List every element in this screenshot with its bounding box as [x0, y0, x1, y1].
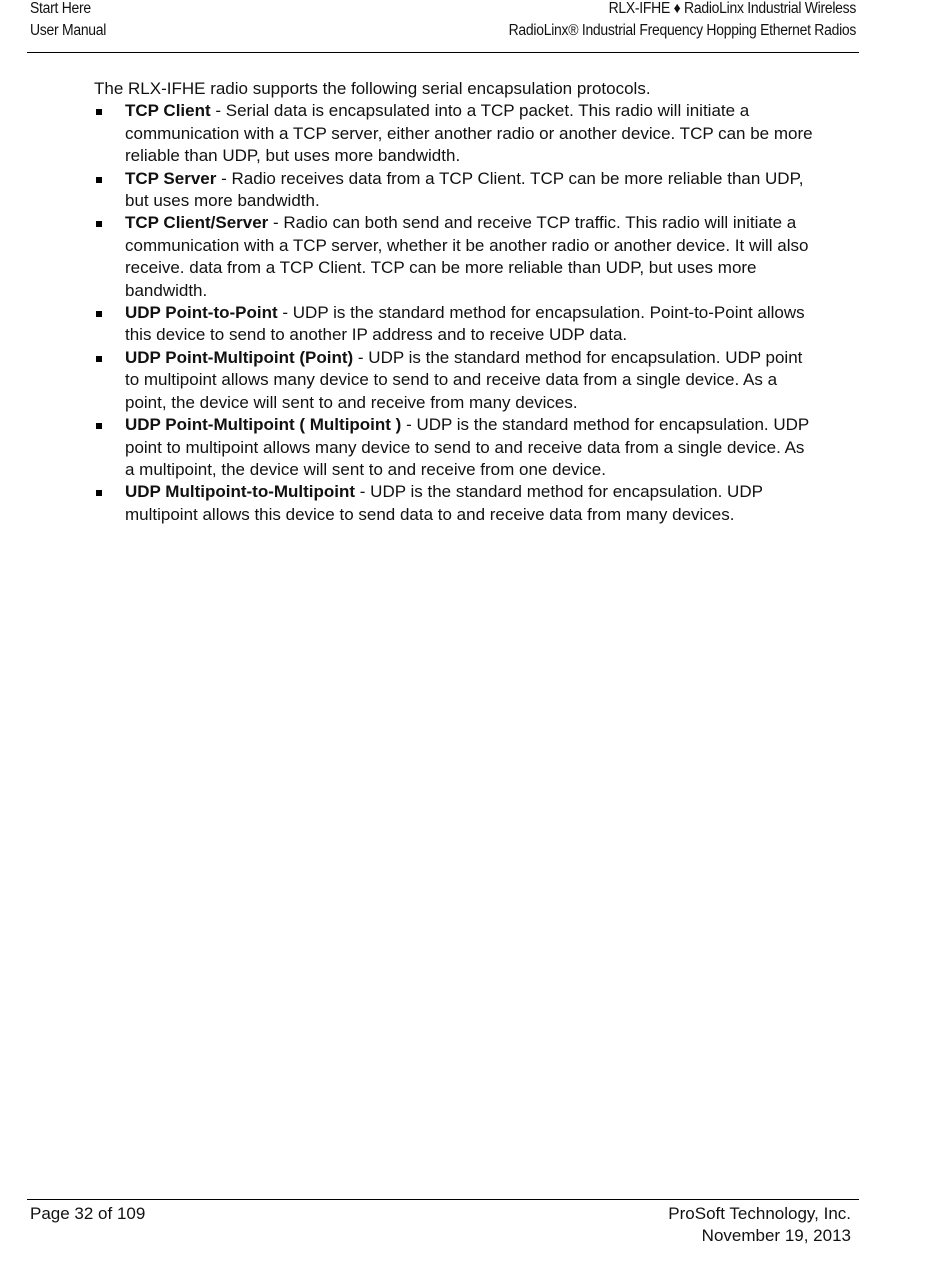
- header-right: [509, 0, 856, 42]
- square-bullet-icon: [96, 490, 102, 496]
- protocol-list: [94, 100, 814, 526]
- list-item: [94, 347, 814, 414]
- header-section-title: Start Here: [30, 0, 91, 17]
- protocol-term: TCP Client: [125, 101, 211, 121]
- header-divider: [27, 52, 859, 53]
- protocol-description: - UDP is the standard method for encapsulation. Point-to-Point allows this device to send to another IP address and to receive UDP data.: [125, 303, 805, 345]
- intro-paragraph: The RLX-IFHE radio supports the following serial encapsulation protocols.: [94, 79, 651, 98]
- protocol-description: - Radio receives data from a TCP Client. TCP can be more reliable than UDP, but uses more bandwidth.: [125, 168, 804, 211]
- square-bullet-icon: [96, 311, 102, 317]
- list-item: [94, 100, 814, 167]
- protocol-description: - UDP is the standard method for encapsulation. UDP point to multipoint allows many device to send to and receive data from a single device. As a multipoint, the device will sent to and receive from one device.: [125, 415, 809, 479]
- page-body: [94, 78, 814, 526]
- company-name: ProSoft Technology, Inc.: [668, 1204, 851, 1223]
- footer-divider: [27, 1199, 859, 1200]
- square-bullet-icon: [96, 109, 102, 115]
- list-item: [94, 212, 814, 302]
- publication-date: November 19, 2013: [701, 1226, 851, 1246]
- list-item: [94, 481, 814, 526]
- square-bullet-icon: [96, 423, 102, 429]
- protocol-description: - Serial data is encapsulated into a TCP packet. This radio will initiate a communication with a TCP server, either another radio or another device. TCP can be more reliable than UDP, but uses more bandwidth.: [125, 101, 813, 166]
- protocol-term: UDP Multipoint-to-Multipoint: [125, 482, 356, 502]
- header-manual-title: User Manual: [30, 22, 107, 39]
- list-item: [94, 302, 814, 347]
- square-bullet-icon: [96, 177, 102, 183]
- header-left: [30, 0, 106, 42]
- protocol-description: - UDP is the standard method for encapsulation. UDP multipoint allows this device to send data to and receive data from many devices.: [125, 482, 763, 524]
- protocol-term: TCP Client/Server: [125, 213, 269, 233]
- protocol-term: UDP Point-Multipoint (Point): [125, 347, 354, 367]
- protocol-description: - UDP is the standard method for encapsulation. UDP point to multipoint allows many device to send to and receive data from a single device. As a point, the device will sent to and receive from many devices.: [125, 347, 803, 412]
- footer-right: [668, 1203, 851, 1248]
- square-bullet-icon: [96, 356, 102, 362]
- page-number: Page 32 of 109: [30, 1204, 146, 1223]
- header-product-title: RLX-IFHE ♦ RadioLinx Industrial Wireless: [608, 0, 856, 17]
- header-product-subtitle: RadioLinx® Industrial Frequency Hopping Ethernet Radios: [508, 22, 856, 39]
- protocol-term: UDP Point-Multipoint ( Multipoint ): [125, 415, 402, 435]
- protocol-term: TCP Server: [125, 168, 217, 188]
- list-item: [94, 168, 814, 213]
- protocol-description: - Radio can both send and receive TCP traffic. This radio will initiate a communication with a TCP server, whether it be another radio or another device. It will also receive. data from a TCP Client. TCP can be more reliable than UDP, but uses more bandwidth.: [125, 213, 809, 300]
- list-item: [94, 414, 814, 481]
- protocol-term: UDP Point-to-Point: [125, 303, 278, 323]
- square-bullet-icon: [96, 221, 102, 227]
